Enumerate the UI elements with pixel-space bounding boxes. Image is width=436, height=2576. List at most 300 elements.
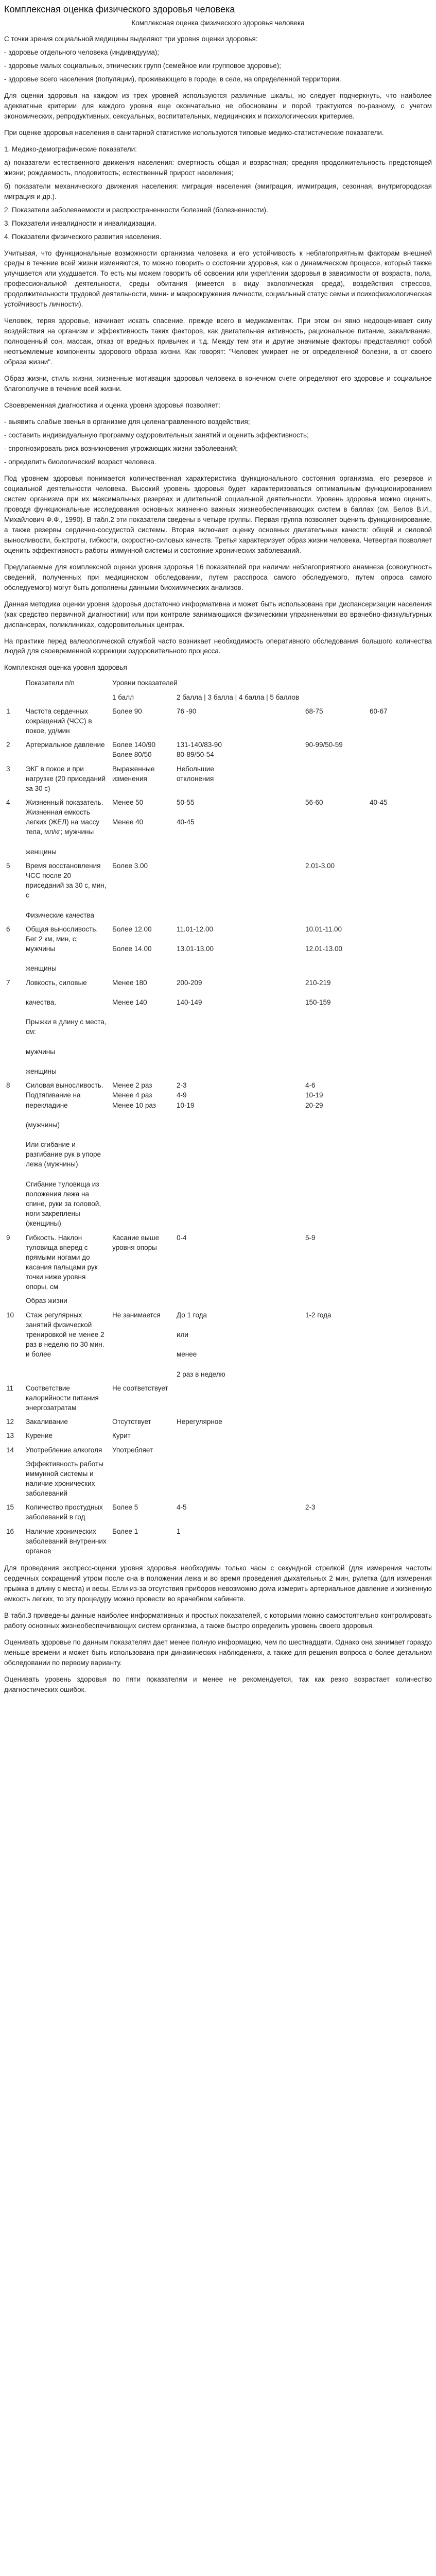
row-number: 3 bbox=[6, 765, 10, 773]
indicator-line: Курение bbox=[26, 1432, 53, 1440]
table-row bbox=[4, 1381, 432, 1415]
row-number: 10 bbox=[6, 1311, 14, 1319]
indicator-line: Употребление алкоголя bbox=[26, 1446, 102, 1454]
paragraph: Для проведения экспресс-оценки уровня здоровья необходимы только часы с секундной стрелкой (для измерения частоты сердечных сокращений утром после сна в положении лежа и во время проведения дыхательных 2 мин, рулетка (для измерения прыжка в длину с места) и весы. Если из-за отсутствия приборов невозможно дома измерить артериальное давление и жизненную емкость легких, то эту процедуру можно провести во врачебном кабинете. bbox=[4, 1564, 432, 1603]
level-cell bbox=[175, 1500, 239, 1524]
paragraph: В табл.3 приведены данные наиболее информативных и простых показателей, с которыми можно самостоятельно контролировать работу основных жизнеобеспечивающих систем организма, а также быстро определить уровень своего здоровья. bbox=[4, 1611, 432, 1630]
level-value bbox=[177, 1431, 237, 1440]
row-indicator bbox=[24, 704, 110, 738]
level-cell bbox=[239, 976, 303, 1079]
level-value: 2-3 bbox=[177, 1081, 187, 1090]
indicator-line: Сгибание туловища из положения лежа на спине, руки за головой, ноги закреплены (женщины) bbox=[26, 1180, 101, 1228]
level-cell bbox=[239, 1078, 303, 1230]
indicator-line: Общая выносливость. Бег 2 км, мин, с; мужчины bbox=[26, 925, 98, 953]
level-cell bbox=[175, 976, 239, 1079]
level-value bbox=[241, 798, 301, 807]
level-cell bbox=[110, 1381, 175, 1415]
level-value bbox=[112, 807, 172, 817]
level-value bbox=[370, 1310, 430, 1320]
level-cell bbox=[175, 1308, 239, 1381]
indicator-line: Жизненный показатель. Жизненная емкость легких (ЖЕЛ) на массу тела, мл/кг; мужчины bbox=[26, 798, 103, 836]
level-cell bbox=[303, 1294, 368, 1308]
level-value: Менее 2 раз bbox=[112, 1081, 152, 1090]
level-cell bbox=[303, 1443, 368, 1457]
row-indicator bbox=[24, 859, 110, 922]
indicator-line bbox=[26, 988, 108, 997]
indicator-line: Стаж регулярных занятий физической тренировкой не менее 2 раз в неделю по 30 мин. и более bbox=[26, 1311, 104, 1359]
row-number: 5 bbox=[6, 861, 10, 870]
table-header-row bbox=[4, 676, 432, 690]
list-item: - спрогнозировать риск возникновения угрожающих жизни заболеваний; bbox=[4, 445, 238, 452]
table-caption: Комплексная оценка уровня здоровья bbox=[4, 664, 127, 672]
row-number: 9 bbox=[6, 1233, 10, 1242]
level-cell bbox=[175, 859, 239, 922]
level-value: Менее 180 bbox=[112, 978, 147, 987]
row-number: 12 bbox=[6, 1418, 14, 1426]
level-value bbox=[177, 1340, 237, 1349]
level-value: Не занимается bbox=[112, 1311, 161, 1319]
table-row bbox=[4, 1308, 432, 1381]
level-cell bbox=[368, 1443, 432, 1457]
level-cell bbox=[110, 762, 175, 795]
level-value: 1-2 года bbox=[305, 1311, 332, 1319]
level-value bbox=[370, 861, 430, 871]
level-value bbox=[177, 1320, 237, 1330]
row-number: 7 bbox=[6, 978, 10, 987]
indicator-line: Прыжки в длину с места, см: bbox=[26, 1018, 107, 1036]
level-value: Употребляет bbox=[112, 1446, 153, 1454]
level-cell bbox=[303, 1429, 368, 1443]
level-value: 68-75 bbox=[305, 707, 323, 715]
level-value bbox=[241, 706, 301, 716]
table-row bbox=[4, 795, 432, 859]
table-row bbox=[4, 1500, 432, 1524]
indicator-line: женщины bbox=[26, 964, 57, 973]
level-cell bbox=[303, 795, 368, 859]
header-cell bbox=[24, 690, 110, 704]
list-item: 2. Показатели заболеваемости и распространенности болезней (болезненности). bbox=[4, 206, 268, 214]
level-cell bbox=[368, 1500, 432, 1524]
level-value bbox=[370, 1459, 430, 1469]
level-value bbox=[305, 1431, 365, 1440]
level-cell bbox=[368, 1078, 432, 1230]
level-cell bbox=[239, 762, 303, 795]
level-value bbox=[241, 1502, 301, 1512]
indicator-line: Физические качества bbox=[26, 911, 94, 919]
health-assessment-table bbox=[4, 676, 432, 1558]
level-cell bbox=[303, 1524, 368, 1558]
level-cell bbox=[175, 1415, 239, 1429]
row-number: 16 bbox=[6, 1527, 14, 1535]
table-row bbox=[4, 1415, 432, 1429]
level-value bbox=[305, 764, 365, 774]
indicator-line: Частота сердечных сокращений (ЧСС) в покое, уд/мин bbox=[26, 707, 92, 735]
level-value: Не соответствует bbox=[112, 1384, 168, 1392]
indicator-line: Ловкость, силовые bbox=[26, 978, 87, 987]
level-value bbox=[177, 807, 237, 817]
level-value: 4-9 bbox=[177, 1091, 187, 1099]
row-indicator bbox=[24, 1443, 110, 1457]
level-value: 90-99/50-59 bbox=[305, 741, 343, 749]
table-row bbox=[4, 1294, 432, 1308]
table-row bbox=[4, 976, 432, 1079]
level-value: Нерегулярное bbox=[177, 1418, 222, 1426]
level-value: Менее 40 bbox=[112, 818, 144, 826]
level-value: 76 -90 bbox=[177, 707, 197, 715]
level-cell bbox=[110, 1294, 175, 1308]
level-value: 2.01-3.00 bbox=[305, 861, 335, 870]
level-cell bbox=[303, 1500, 368, 1524]
level-value: 2 раз в неделю bbox=[177, 1370, 225, 1378]
indicator-line bbox=[26, 1170, 108, 1179]
level-value bbox=[305, 1383, 365, 1393]
level-value bbox=[305, 1527, 365, 1536]
level-value bbox=[370, 764, 430, 774]
level-value bbox=[177, 1459, 237, 1469]
level-value bbox=[241, 764, 301, 774]
level-cell bbox=[175, 1457, 239, 1501]
level-value bbox=[177, 934, 237, 944]
level-value: Более 140/90 bbox=[112, 741, 156, 749]
list-item: б) показатели механического движения населения: миграция населения (эмиграция, иммиграция, сезонная, внутригородская миграция и др.). bbox=[4, 182, 432, 200]
level-cell bbox=[239, 795, 303, 859]
table-row bbox=[4, 704, 432, 738]
level-cell bbox=[239, 859, 303, 922]
level-value: 10-19 bbox=[305, 1091, 323, 1099]
level-cell bbox=[239, 1443, 303, 1457]
level-cell bbox=[303, 738, 368, 761]
level-cell bbox=[175, 738, 239, 761]
level-value: 2-3 bbox=[305, 1503, 316, 1512]
level-value bbox=[241, 978, 301, 988]
indicator-line: ЭКГ в покое и при нагрузке (20 приседаний за 30 с) bbox=[26, 765, 106, 792]
row-indicator bbox=[24, 762, 110, 795]
level-value bbox=[112, 988, 172, 997]
level-value: 1 bbox=[177, 1527, 181, 1535]
indicator-line bbox=[26, 954, 108, 963]
row-number bbox=[4, 1294, 24, 1308]
level-value bbox=[241, 1080, 301, 1090]
level-cell bbox=[368, 1415, 432, 1429]
paragraph: Под уровнем здоровья понимается количественная характеристика функционального состояния организма, его резервов и социальной деятельности человека. Высокий уровень здоровья будет характеризоваться оптимальным функционированием систем организма при их максимальных резервах и длительной социальной деятельности. Уровень здоровья можно оценить, проводя функциональные исследования основных жизненно важных жизнеобеспечивающих систем в баллах (см. Белов В.И., Михайлович Ф.Ф., 1990). В табл.2 эти показатели сведены в четыре группы. Первая группа позволяет оценить функционирование, а также резервы сердечно-сосудистой системы. Вторая включает оценку основных двигательных качеств: общей и силовой выносливости, быстроты, гибкости, скоростно-силовых качеств. Третья характеризует образ жизни человека. Четвертая позволяет оценить эффективность работы иммунной системы и состояние хронических заболеваний. bbox=[4, 474, 432, 554]
paragraph: Человек, теряя здоровье, начинает искать спасение, прежде всего в медикаментах. При этом он явно недооценивает силу воздействия на организм и эффективность таких факторов, как двигательная активность, рациональное питание, закаливание, полноценный сон, массаж, отказ от вредных привычек и т.д. Между тем эти и другие значимые факторы представляют собой неотъемлемые компоненты здорового образа жизни. Как говорят: "Человек умирает не от определенной болезни, а от своего образа жизни". bbox=[4, 317, 432, 366]
paragraph: Оценивать уровень здоровья по пяти показателям и менее не рекомендуется, так как резко возрастает количество диагностических ошибок. bbox=[4, 1675, 432, 1693]
level-value bbox=[305, 1445, 365, 1455]
level-value: 131-140/83-90 bbox=[177, 741, 222, 749]
list-item: 3. Показатели инвалидности и инвалидизации. bbox=[4, 219, 156, 227]
level-cell bbox=[368, 1429, 432, 1443]
table-row bbox=[4, 1524, 432, 1558]
list-item: а) показатели естественного движения населения: смертность общая и возрастная; средняя продолжительность предстоящей жизни; рождаемость, плодовитость; естественный прирост населения; bbox=[4, 158, 432, 177]
level-value: До 1 года bbox=[177, 1311, 207, 1319]
level-cell bbox=[239, 1500, 303, 1524]
level-value bbox=[241, 1310, 301, 1320]
level-cell bbox=[110, 1457, 175, 1501]
level-value: Менее 10 раз bbox=[112, 1101, 156, 1109]
table-body bbox=[4, 704, 432, 1558]
row-number: 13 bbox=[6, 1432, 14, 1440]
level-cell bbox=[239, 738, 303, 761]
table-row bbox=[4, 859, 432, 922]
table-row bbox=[4, 1078, 432, 1230]
level-value: 50-55 bbox=[177, 798, 195, 806]
level-cell bbox=[368, 859, 432, 922]
row-indicator bbox=[24, 1231, 110, 1294]
row-indicator bbox=[24, 1415, 110, 1429]
level-cell bbox=[110, 1231, 175, 1294]
level-value bbox=[370, 1080, 430, 1090]
level-value: Более 5 bbox=[112, 1503, 138, 1512]
intro-line-1: С точки зрения социальной медицины выделяют три уровня оценки здоровья: bbox=[4, 35, 258, 43]
level-value bbox=[112, 1296, 172, 1306]
level-value bbox=[112, 934, 172, 944]
intro-line-3: - здоровье малых социальных, этнических групп (семейное или групповое здоровье); bbox=[4, 61, 282, 70]
indicator-line bbox=[26, 1037, 108, 1047]
document-subtitle: Комплексная оценка физического здоровья человека bbox=[131, 19, 305, 27]
indicator-line bbox=[26, 837, 108, 847]
level-value: 150-159 bbox=[305, 998, 331, 1006]
level-cell bbox=[368, 1457, 432, 1501]
level-cell bbox=[303, 1078, 368, 1230]
level-cell bbox=[303, 704, 368, 738]
level-cell bbox=[368, 1308, 432, 1381]
row-indicator bbox=[24, 1429, 110, 1443]
level-value: Более 90 bbox=[112, 707, 142, 715]
list-item: 1. Медико-демографические показатели: bbox=[4, 145, 137, 153]
level-value bbox=[241, 1459, 301, 1469]
level-value bbox=[241, 1296, 301, 1306]
level-cell bbox=[239, 1415, 303, 1429]
row-number: 14 bbox=[6, 1446, 14, 1454]
row-indicator bbox=[24, 1524, 110, 1558]
level-cell bbox=[303, 976, 368, 1079]
indicator-line: Время восстановления ЧСС после 20 приседаний за 30 с, мин, bbox=[26, 861, 107, 890]
level-value: 40-45 bbox=[370, 798, 388, 806]
level-value: 40-45 bbox=[177, 818, 195, 826]
level-value: Курит bbox=[112, 1432, 131, 1440]
level-value bbox=[241, 1417, 301, 1427]
level-cell bbox=[239, 1457, 303, 1501]
table-row bbox=[4, 1457, 432, 1501]
level-value bbox=[241, 1233, 301, 1243]
table-row bbox=[4, 1429, 432, 1443]
level-value: Менее 4 раз bbox=[112, 1091, 152, 1099]
level-cell bbox=[110, 1500, 175, 1524]
level-value: 20-29 bbox=[305, 1101, 323, 1109]
paragraph: Оценивать здоровье по данным показателям дает менее полную информацию, чем по шестнадцати. Однако она занимает гораздо меньше времени и может быть использована при динамических наблюдениях, а также для решения вопроса о более детальном обследовании по первому варианту. bbox=[4, 1638, 432, 1667]
level-value: Более 14.00 bbox=[112, 945, 152, 953]
indicator-line: качества. bbox=[26, 998, 57, 1006]
header-2-5-points: 2 балла | 3 балла | 4 балла | 5 баллов bbox=[177, 693, 300, 701]
level-value bbox=[370, 1233, 430, 1243]
level-cell bbox=[368, 762, 432, 795]
level-value bbox=[370, 1527, 430, 1536]
table-row bbox=[4, 738, 432, 761]
level-cell bbox=[110, 1443, 175, 1457]
level-value bbox=[370, 978, 430, 988]
paragraph: При оценке здоровья населения в санитарной статистике используются типовые медико-статистические показатели. bbox=[4, 128, 384, 137]
level-value bbox=[241, 1445, 301, 1455]
level-value bbox=[177, 861, 237, 871]
indicator-line: женщины bbox=[26, 1067, 57, 1076]
paragraph: На практике перед валеологической службой часто возникает необходимость оперативного обследования большого количества людей для своевременной коррекции оздоровительного процесса. bbox=[4, 637, 432, 655]
level-value bbox=[305, 807, 365, 817]
paragraph: Своевременная диагностика и оценка уровня здоровья позволяет: bbox=[4, 401, 220, 410]
indicator-line: мужчины bbox=[26, 1047, 55, 1056]
paragraph: Для оценки здоровья на каждом из трех уровней используются различные шкалы, но следует подчеркнуть, что наиболее адекватные критерии для каждого уровня еще окончательно не обоснованы и порой трактуются по-разному, с учетом экономических, репродуктивных, сексуальных, воспитательных, медицинских и психологических критериев. bbox=[4, 91, 432, 120]
paragraph: Данная методика оценки уровня здоровья достаточно информативна и может быть использована при диспансеризации населения (как средство первичной диагностики) или при контроле занимающихся физическими упражнениями во врачебно-физкультурных диспансерах, поликлиниках, оздоровительных центрах. bbox=[4, 600, 432, 629]
level-value: Менее 50 bbox=[112, 798, 144, 806]
level-value bbox=[305, 988, 365, 997]
row-number: 8 bbox=[6, 1081, 10, 1090]
row-number bbox=[4, 1457, 24, 1501]
table-header-row bbox=[4, 690, 432, 704]
level-value: Касание выше уровня опоры bbox=[112, 1233, 160, 1251]
paragraph: Учитывая, что функциональные возможности организма человека и его устойчивость к неблагоприятным факторам внешней среды в течение всей жизни изменяются, то можно говорить о состоянии здоровья, как о динамическом процессе, который также улучшается или ухудшается. То есть мы можем говорить об освоении или укреплении здоровья в зависимости от возраста, пола, профессиональной деятельности, среды обитания (имеется в виду экологическая среда), воздействия стрессов, продолжительности трудовой деятельности, мини- и макроокружения личности, социальный статус семьи и психофизиологическая устойчивость личности). bbox=[4, 249, 432, 309]
indicator-line: Соответствие калорийности питания энергозатратам bbox=[26, 1384, 99, 1412]
level-value bbox=[177, 1359, 237, 1369]
indicator-line: Или сгибание и разгибание рук в упоре лежа (мужчины) bbox=[26, 1141, 101, 1168]
level-cell bbox=[239, 1294, 303, 1308]
level-cell bbox=[110, 738, 175, 761]
row-indicator bbox=[24, 1078, 110, 1230]
level-value: 0-4 bbox=[177, 1233, 187, 1242]
level-value bbox=[177, 1445, 237, 1455]
level-value: менее bbox=[177, 1350, 197, 1359]
level-cell bbox=[110, 1524, 175, 1558]
paragraph: Образ жизни, стиль жизни, жизненные мотивации здоровья человека в конечном счете определяют его здоровье и социальное благополучие в течение всей жизни. bbox=[4, 375, 432, 393]
level-value bbox=[241, 740, 301, 750]
table-row bbox=[4, 1443, 432, 1457]
level-cell bbox=[110, 704, 175, 738]
level-cell bbox=[175, 795, 239, 859]
level-cell bbox=[303, 1457, 368, 1501]
indicator-line: Эффективность работы иммунной системы и наличие хронических заболеваний bbox=[26, 1460, 103, 1498]
level-cell bbox=[110, 1308, 175, 1381]
level-cell bbox=[239, 1308, 303, 1381]
level-value: 4-5 bbox=[177, 1503, 187, 1512]
indicator-line: Количество простудных заболеваний в год bbox=[26, 1503, 103, 1521]
header-num bbox=[4, 676, 24, 690]
level-value bbox=[177, 1296, 237, 1306]
indicator-line: Силовая выносливость. Подтягивание на перекладине bbox=[26, 1081, 103, 1109]
level-value: 210-219 bbox=[305, 978, 331, 987]
level-value bbox=[305, 934, 365, 944]
level-cell bbox=[368, 1381, 432, 1415]
level-value bbox=[241, 861, 301, 871]
level-cell bbox=[368, 922, 432, 976]
level-cell bbox=[368, 1524, 432, 1558]
level-value: 60-67 bbox=[370, 707, 388, 715]
row-indicator bbox=[24, 1294, 110, 1308]
indicator-line bbox=[26, 901, 108, 910]
row-indicator bbox=[24, 976, 110, 1079]
level-cell bbox=[110, 976, 175, 1079]
list-item: - выявить слабые звенья в организме для целенаправленного воздействия; bbox=[4, 418, 250, 426]
level-value: или bbox=[177, 1330, 188, 1338]
level-cell bbox=[110, 859, 175, 922]
row-number: 4 bbox=[6, 798, 10, 806]
level-cell bbox=[368, 704, 432, 738]
level-cell bbox=[175, 1429, 239, 1443]
level-cell bbox=[368, 795, 432, 859]
level-cell bbox=[239, 1231, 303, 1294]
level-cell bbox=[239, 704, 303, 738]
level-value: 10.01-11.00 bbox=[305, 925, 342, 933]
level-value: 10-19 bbox=[177, 1101, 195, 1109]
table-row bbox=[4, 762, 432, 795]
level-value bbox=[241, 924, 301, 934]
level-value: 140-149 bbox=[177, 998, 202, 1006]
level-value bbox=[370, 740, 430, 750]
level-value: Отсутствует bbox=[112, 1418, 151, 1426]
level-value: 56-60 bbox=[305, 798, 323, 806]
level-cell bbox=[110, 922, 175, 976]
level-cell bbox=[368, 738, 432, 761]
level-cell bbox=[175, 1381, 239, 1415]
row-indicator bbox=[24, 795, 110, 859]
indicator-line bbox=[26, 1110, 108, 1120]
header-cell bbox=[4, 690, 24, 704]
level-value: Небольшие отклонения bbox=[177, 765, 214, 783]
list-item: - составить индивидуальную программу оздоровительных занятий и оценить эффективность; bbox=[4, 431, 309, 439]
header-indicators: Показатели п/п bbox=[26, 679, 75, 687]
level-value bbox=[370, 1383, 430, 1393]
level-cell bbox=[239, 1381, 303, 1415]
level-value bbox=[305, 1417, 365, 1427]
row-indicator bbox=[24, 1381, 110, 1415]
level-cell bbox=[110, 1415, 175, 1429]
indicator-line bbox=[26, 1007, 108, 1017]
indicator-line: Закаливание bbox=[26, 1418, 68, 1426]
level-value bbox=[370, 924, 430, 934]
row-number: 15 bbox=[6, 1503, 14, 1512]
level-value bbox=[370, 1445, 430, 1455]
list-item: - определить биологический возраст человека. bbox=[4, 457, 156, 466]
level-value: Менее 140 bbox=[112, 998, 147, 1006]
level-value bbox=[370, 1417, 430, 1427]
indicator-line: Гибкость. Наклон туловища вперед с прямыми ногами до касания пальцами рук точки ниже уровня опоры, см bbox=[26, 1233, 98, 1291]
header-levels: Уровни показателей bbox=[112, 679, 178, 687]
level-cell bbox=[175, 922, 239, 976]
indicator-line: Наличие хронических заболеваний внутренних органов bbox=[26, 1527, 107, 1555]
row-number: 2 bbox=[6, 741, 10, 749]
level-value bbox=[112, 1459, 172, 1469]
indicator-line: (мужчины) bbox=[26, 1121, 60, 1129]
level-cell bbox=[239, 1524, 303, 1558]
row-indicator bbox=[24, 1500, 110, 1524]
level-value: Выраженные изменения bbox=[112, 765, 155, 783]
level-cell bbox=[303, 1308, 368, 1381]
level-value bbox=[241, 1431, 301, 1440]
level-cell bbox=[110, 795, 175, 859]
level-value: 4-6 bbox=[305, 1081, 316, 1090]
level-value: 80-89/50-54 bbox=[177, 751, 214, 759]
table-row bbox=[4, 922, 432, 976]
level-value bbox=[305, 1459, 365, 1469]
level-cell bbox=[303, 922, 368, 976]
header-1-point: 1 балл bbox=[112, 693, 134, 701]
level-cell bbox=[303, 859, 368, 922]
level-value: Более 3.00 bbox=[112, 861, 148, 870]
level-value bbox=[305, 1296, 365, 1306]
level-value bbox=[370, 1296, 430, 1306]
level-value: 12.01-13.00 bbox=[305, 945, 343, 953]
indicator-line: с bbox=[26, 891, 29, 900]
level-value bbox=[177, 1383, 237, 1393]
list-item: 4. Показатели физического развития населения. bbox=[4, 232, 162, 241]
level-cell bbox=[239, 922, 303, 976]
